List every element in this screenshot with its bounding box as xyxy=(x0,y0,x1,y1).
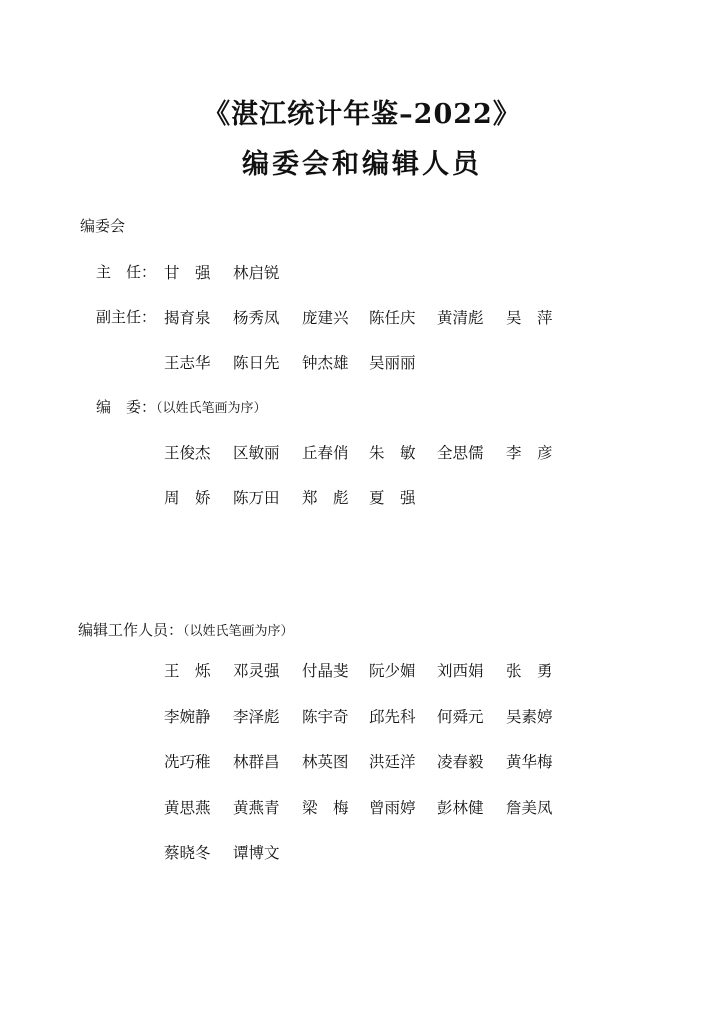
staff-name: 李婉静 xyxy=(164,708,211,726)
staff-name: 邓灵强 xyxy=(233,662,280,680)
member-name: 丘春俏 xyxy=(302,444,349,462)
deputy-name: 吴丽丽 xyxy=(369,354,416,372)
staff-name: 凌春毅 xyxy=(437,753,484,771)
staff-name: 黄思燕 xyxy=(164,799,211,817)
deputy-name: 陈任庆 xyxy=(369,309,416,327)
staff-name: 黄华梅 xyxy=(506,753,553,771)
deputy-director-label: 副主任： xyxy=(96,308,157,326)
member-name: 周 娇 xyxy=(164,489,211,507)
staff-name: 彭林健 xyxy=(437,799,484,817)
staff-name: 陈宇奇 xyxy=(302,708,349,726)
staff-name: 黄燕青 xyxy=(233,799,280,817)
editing-staff-heading-text: 编辑工作人员： xyxy=(78,621,184,639)
deputy-name: 揭育泉 xyxy=(164,309,211,327)
member-name: 全思儒 xyxy=(437,444,484,462)
editing-staff-heading xyxy=(78,619,294,640)
member-name: 陈万田 xyxy=(233,489,280,507)
staff-name: 李泽彪 xyxy=(233,708,280,726)
deputy-name: 钟杰雄 xyxy=(302,354,349,372)
deputy-name: 吴 萍 xyxy=(506,309,553,327)
deputy-name: 陈日先 xyxy=(233,354,280,372)
staff-name: 阮少媚 xyxy=(369,662,416,680)
member-name: 区敏丽 xyxy=(233,444,280,462)
staff-name: 谭博文 xyxy=(233,844,280,862)
members-order-note: （以姓氏笔画为序） xyxy=(156,401,267,416)
yearbook-title: 《湛江统计年鉴–2022》 xyxy=(203,99,521,130)
editing-staff-order-note: （以姓氏笔画为序） xyxy=(183,624,294,639)
staff-name: 刘西娟 xyxy=(437,662,484,680)
deputy-name: 黄清彪 xyxy=(437,309,484,327)
staff-name: 曾雨婷 xyxy=(369,799,416,817)
staff-name: 林英图 xyxy=(302,753,349,771)
editorial-board-heading: 编委会 xyxy=(80,217,126,235)
staff-name: 詹美凤 xyxy=(506,799,553,817)
member-name: 李 彦 xyxy=(506,444,553,462)
member-name: 朱 敏 xyxy=(369,444,416,462)
deputy-name: 王志华 xyxy=(164,354,211,372)
members-label-text: 编 委： xyxy=(96,398,157,416)
deputy-name: 庞建兴 xyxy=(302,309,349,327)
staff-name: 王 烁 xyxy=(164,662,211,680)
member-name: 夏 强 xyxy=(369,489,416,507)
staff-name: 蔡晓冬 xyxy=(164,844,211,862)
committee-subtitle: 编委会和编辑人员 xyxy=(242,149,482,180)
staff-name: 张 勇 xyxy=(506,662,553,680)
staff-name: 洪廷洋 xyxy=(369,753,416,771)
member-name: 王俊杰 xyxy=(164,444,211,462)
member-name: 郑 彪 xyxy=(302,489,349,507)
staff-name: 林群昌 xyxy=(233,753,280,771)
members-label xyxy=(96,396,267,417)
staff-name: 付晶斐 xyxy=(302,662,349,680)
deputy-name: 杨秀凤 xyxy=(233,309,280,327)
staff-name: 何舜元 xyxy=(437,708,484,726)
staff-name: 邱先科 xyxy=(369,708,416,726)
staff-name: 冼巧稚 xyxy=(164,753,211,771)
staff-name: 梁 梅 xyxy=(302,799,349,817)
director-name: 林启锐 xyxy=(233,264,280,282)
director-name: 甘 强 xyxy=(164,264,211,282)
director-label: 主 任： xyxy=(96,263,157,281)
staff-name: 吴素婷 xyxy=(506,708,553,726)
